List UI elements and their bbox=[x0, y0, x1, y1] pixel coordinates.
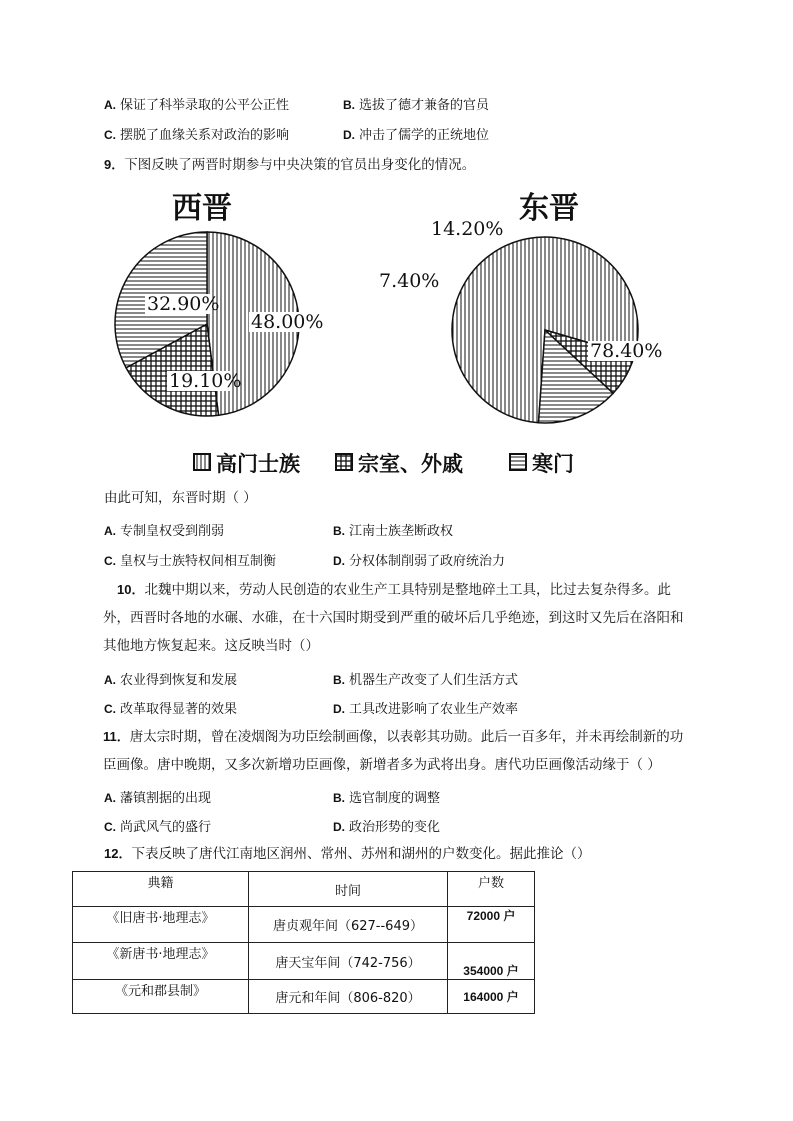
legend bbox=[194, 451, 574, 476]
table-cell: 72000 户 bbox=[448, 907, 535, 943]
q9-option-c bbox=[104, 553, 276, 570]
data-label-hanmen: 32.90% bbox=[147, 293, 220, 315]
pie-west bbox=[115, 232, 323, 416]
chart-title-east: 东晋 bbox=[519, 191, 579, 226]
q10-option-d bbox=[333, 701, 518, 718]
option-text: 改革取得显著的效果 bbox=[120, 702, 238, 717]
option-text: 机器生产改变了人们生活方式 bbox=[349, 673, 519, 688]
option-letter: D. bbox=[333, 702, 345, 716]
option-letter: B. bbox=[333, 524, 345, 538]
table-cell: 354000 户 bbox=[448, 943, 535, 980]
data-label-hanmen: 14.20% bbox=[431, 218, 504, 240]
q12-stem bbox=[104, 846, 590, 862]
table-row bbox=[73, 907, 535, 943]
question-text: 下图反映了两晋时期参与中央决策的官员出身变化的情况。 bbox=[124, 157, 476, 173]
q9-option-a bbox=[104, 523, 224, 540]
option-text: 工具改进影响了农业生产效率 bbox=[349, 702, 519, 717]
option-text: 政治形势的变化 bbox=[349, 820, 441, 835]
table-cell: 唐贞观年间（627--649） bbox=[249, 907, 448, 943]
data-label-gaomen: 48.00% bbox=[251, 311, 324, 333]
option-letter: D. bbox=[333, 554, 345, 568]
option-text: 尚武风气的盛行 bbox=[120, 820, 212, 835]
chart-title-west: 西晋 bbox=[172, 191, 232, 226]
option-text: 摆脱了血缘关系对政治的影响 bbox=[120, 128, 290, 143]
question-text: 北魏中期以来，劳动人民创造的农业生产工具特别是整地碎土工具，比过去复杂得多。此外，西晋时各地的水碾、水碓，在十六国时期受到严重的破坏后几乎绝迹，到这时又先后在洛阳和其他地方恢复起来。这反映当时（） bbox=[103, 582, 684, 654]
question-number: 9． bbox=[104, 157, 125, 172]
option-text: 农业得到恢复和发展 bbox=[120, 673, 238, 688]
q10-stem bbox=[103, 576, 693, 660]
option-letter: A. bbox=[104, 673, 116, 687]
q11-option-d bbox=[333, 819, 440, 836]
q11-stem bbox=[103, 723, 693, 779]
table-cell: 164000 户 bbox=[448, 980, 535, 1014]
q11-option-b bbox=[333, 790, 440, 807]
q9-option-b bbox=[333, 523, 453, 540]
q9-option-d bbox=[333, 553, 505, 570]
question-text: 下表反映了唐代江南地区润州、常州、苏州和湖州的户数变化。据此推论（） bbox=[131, 846, 591, 862]
question-number: 12． bbox=[104, 846, 132, 861]
table-cell: 《新唐书·地理志》 bbox=[73, 943, 249, 980]
option-letter: A. bbox=[104, 791, 116, 805]
option-text: 江南士族垄断政权 bbox=[349, 524, 454, 539]
option-letter: B. bbox=[343, 98, 355, 112]
table-header: 典籍 bbox=[73, 872, 249, 907]
option-text: 选拔了德才兼备的官员 bbox=[359, 98, 490, 113]
table-header: 户数 bbox=[448, 872, 535, 907]
household-table bbox=[72, 871, 535, 1014]
data-label-gaomen: 78.40% bbox=[590, 340, 663, 362]
data-label-zongshi: 19.10% bbox=[169, 370, 242, 392]
table-cell: 《旧唐书·地理志》 bbox=[73, 907, 249, 943]
pie-east bbox=[379, 218, 662, 423]
option-text: 保证了科举录取的公平公正性 bbox=[120, 98, 290, 113]
option-letter: A. bbox=[104, 98, 116, 112]
option-letter: C. bbox=[104, 702, 116, 716]
option-text: 分权体制削弱了政府统治力 bbox=[349, 554, 506, 569]
table-header-row bbox=[73, 872, 535, 907]
legend-label-zongshi: 宗室、外戚 bbox=[358, 451, 463, 476]
option-text: 专制皇权受到削弱 bbox=[120, 524, 225, 539]
legend-label-hanmen: 寒门 bbox=[532, 451, 574, 476]
question-number: 10． bbox=[117, 582, 145, 597]
table-cell: 唐元和年间（806-820） bbox=[249, 980, 448, 1014]
option-text: 皇权与士族特权间相互制衡 bbox=[120, 554, 277, 569]
option-text: 选官制度的调整 bbox=[349, 791, 441, 806]
table-header: 时间 bbox=[249, 872, 448, 907]
table-cell: 《元和郡县制》 bbox=[73, 980, 249, 1014]
question-text: 唐太宗时期，曾在凌烟阁为功臣绘制画像，以表彰其功勋。此后一百多年，并未再绘制新的功臣画像。唐中晚期，又多次新增功臣画像，新增者多为武将出身。唐代功臣画像活动缘于（ ） bbox=[103, 729, 684, 773]
option-letter: C. bbox=[104, 554, 116, 568]
legend-swatch-gaomen bbox=[194, 454, 210, 470]
option-letter: C. bbox=[104, 820, 116, 834]
q10-option-a bbox=[104, 672, 237, 689]
option-text: 冲击了儒学的正统地位 bbox=[359, 128, 490, 143]
data-label-zongshi: 7.40% bbox=[379, 270, 440, 292]
question-number: 11． bbox=[103, 729, 130, 744]
table-row bbox=[73, 943, 535, 980]
option-letter: A. bbox=[104, 524, 116, 538]
table-row bbox=[73, 980, 535, 1014]
q11-option-c bbox=[104, 819, 211, 836]
option-text: 藩镇割据的出现 bbox=[120, 791, 212, 806]
q11-option-a bbox=[104, 790, 211, 807]
option-letter: B. bbox=[333, 673, 345, 687]
option-letter: D. bbox=[333, 820, 345, 834]
pie-charts-figure bbox=[0, 0, 793, 490]
option-letter: B. bbox=[333, 791, 345, 805]
legend-swatch-hanmen bbox=[510, 454, 526, 470]
q10-option-c bbox=[104, 701, 237, 718]
option-letter: D. bbox=[343, 128, 355, 142]
legend-label-gaomen: 高门士族 bbox=[216, 451, 300, 476]
legend-swatch-zongshi bbox=[336, 454, 352, 470]
option-letter: C. bbox=[104, 128, 116, 142]
q9-ask: 由此可知，东晋时期（ ） bbox=[104, 490, 257, 506]
table-cell: 唐天宝年间（742-756） bbox=[249, 943, 448, 980]
q10-option-b bbox=[333, 672, 518, 689]
